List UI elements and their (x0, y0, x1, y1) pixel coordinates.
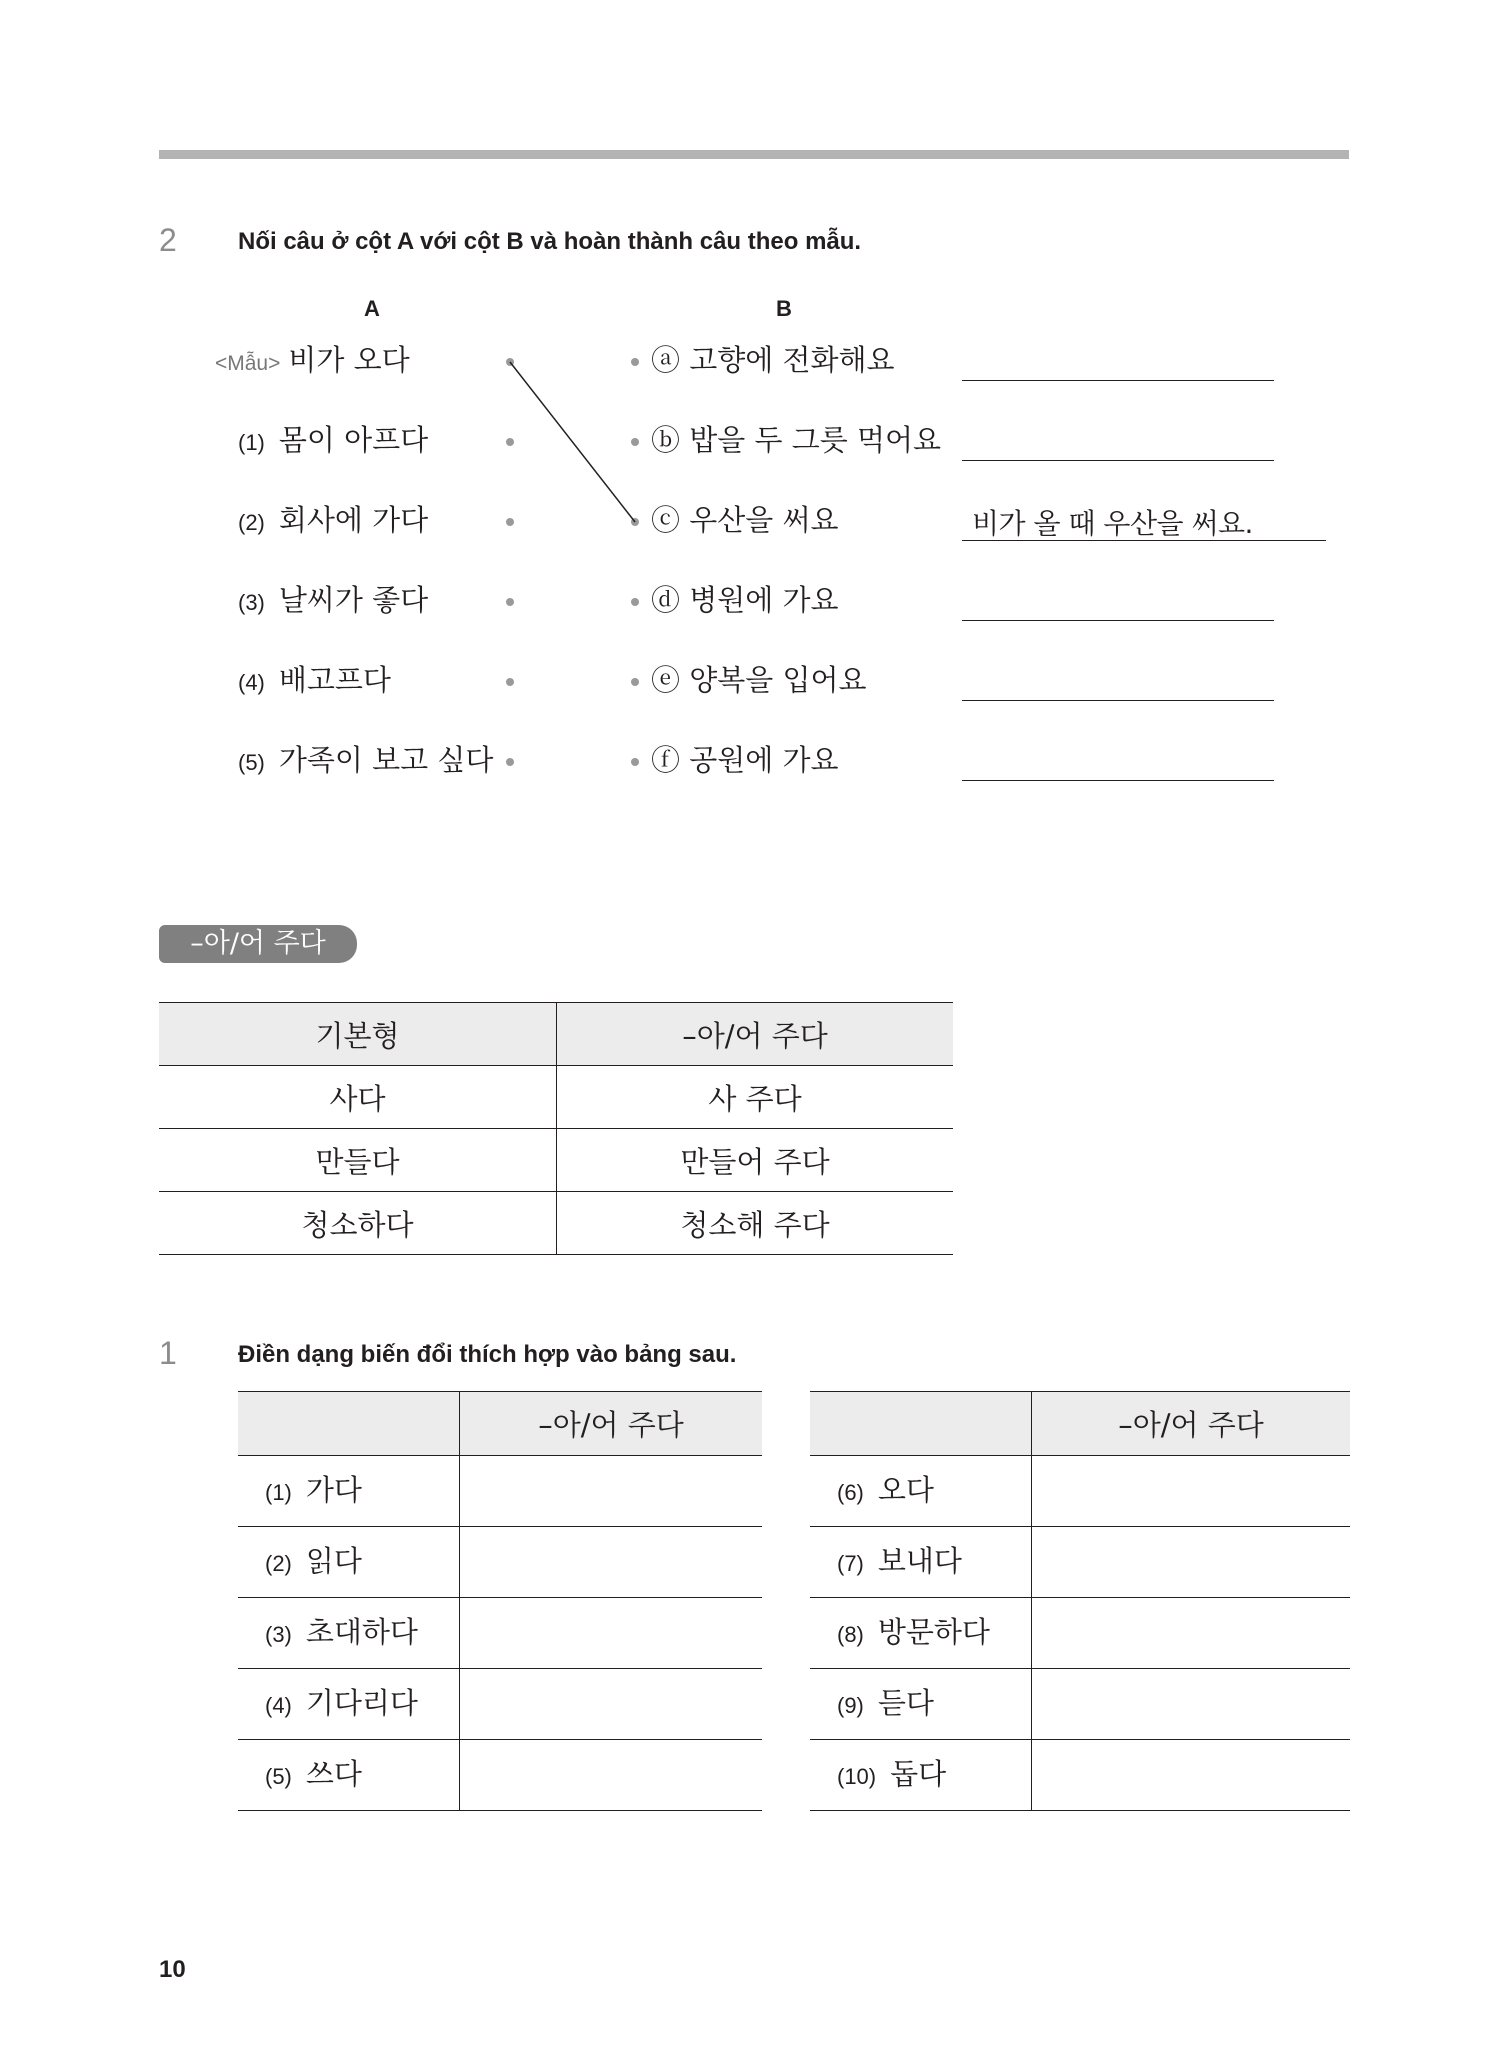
table-header-row (159, 1003, 953, 1066)
exercise-number: 2 (159, 222, 177, 258)
column-a-text: 날씨가 좋다 (278, 583, 429, 617)
column-b-item: ⓑ 밥을 두 그릇 먹어요 (651, 423, 941, 457)
exercise-instruction: Điền dạng biến đổi thích hợp vào bảng sau. (238, 1341, 737, 1368)
word-cell (238, 1456, 460, 1527)
answer-cell[interactable] (1032, 1669, 1351, 1740)
exercise-number: 1 (159, 1335, 177, 1371)
table-row (810, 1456, 1350, 1527)
column-a-text: 배고프다 (278, 663, 391, 697)
sample-tag: <Mẫu> (215, 352, 281, 375)
table-header-cell: –아/어 주다 (557, 1003, 954, 1066)
table-row (238, 1740, 762, 1811)
answer-line[interactable] (962, 700, 1274, 701)
word: 읽다 (305, 1543, 362, 1578)
page-number: 10 (159, 1956, 186, 1983)
word: 초대하다 (305, 1614, 418, 1649)
table-cell: 만들어 주다 (557, 1129, 954, 1192)
table-header-cell-empty (810, 1392, 1032, 1456)
column-a-text: 몸이 아프다 (278, 423, 429, 457)
column-a-label: A (364, 296, 380, 321)
answer-cell[interactable] (460, 1669, 763, 1740)
column-a-text: 회사에 가다 (278, 503, 429, 537)
table-header-cell: –아/어 주다 (460, 1392, 763, 1456)
table-header-cell-empty (238, 1392, 460, 1456)
answer-cell[interactable] (1032, 1598, 1351, 1669)
table-row (159, 1192, 953, 1255)
fill-table-right (810, 1391, 1350, 1811)
word: 오다 (877, 1472, 934, 1507)
column-a-text: 가족이 보고 싶다 (278, 743, 494, 777)
item-number: (5) (265, 1763, 292, 1789)
answer-line[interactable] (962, 380, 1274, 381)
word: 기다리다 (305, 1685, 418, 1720)
table-row (238, 1456, 762, 1527)
item-number: (9) (837, 1692, 864, 1718)
answer-line[interactable] (962, 780, 1274, 781)
exercise-instruction: Nối câu ở cột A với cột B và hoàn thành câu theo mẫu. (238, 228, 862, 255)
table-row (810, 1527, 1350, 1598)
answer-cell[interactable] (1032, 1456, 1351, 1527)
item-number: (1) (238, 430, 265, 455)
answer-cell[interactable] (1032, 1527, 1351, 1598)
item-number: (1) (265, 1479, 292, 1505)
word-cell (238, 1598, 460, 1669)
column-b-item: ⓕ 공원에 가요 (651, 743, 839, 777)
table-row (810, 1598, 1350, 1669)
item-number: (7) (837, 1550, 864, 1576)
item-number: (2) (265, 1550, 292, 1576)
table-cell: 사 주다 (557, 1066, 954, 1129)
column-b-item: ⓓ 병원에 가요 (651, 583, 839, 617)
table-row (238, 1598, 762, 1669)
table-row (810, 1669, 1350, 1740)
word: 보내다 (877, 1543, 962, 1578)
answer-cell[interactable] (460, 1740, 763, 1811)
table-row (159, 1129, 953, 1192)
item-number: (3) (238, 590, 265, 615)
table-row (159, 1066, 953, 1129)
column-b-item: ⓒ 우산을 써요 (651, 503, 839, 537)
answer-line[interactable] (962, 460, 1274, 461)
item-number: (5) (238, 750, 265, 775)
word-cell (238, 1740, 460, 1811)
item-number: (3) (265, 1621, 292, 1647)
word: 가다 (305, 1472, 362, 1507)
word-cell (810, 1740, 1032, 1811)
column-b-label: B (776, 296, 792, 321)
table-header-cell: 기본형 (159, 1003, 557, 1066)
answer-cell[interactable] (460, 1527, 763, 1598)
fill-table-left (238, 1391, 762, 1811)
table-cell: 청소해 주다 (557, 1192, 954, 1255)
grammar-tag: –아/어 주다 (159, 925, 357, 963)
word: 방문하다 (877, 1614, 990, 1649)
item-number: (8) (837, 1621, 864, 1647)
answer-line (962, 540, 1326, 541)
word-cell (238, 1669, 460, 1740)
word-cell (810, 1456, 1032, 1527)
table-row (810, 1740, 1350, 1811)
item-number: (6) (837, 1479, 864, 1505)
item-number: (10) (837, 1763, 877, 1789)
answer-cell[interactable] (460, 1598, 763, 1669)
table-cell: 만들다 (159, 1129, 557, 1192)
table-header-row (810, 1392, 1350, 1456)
word-cell (238, 1527, 460, 1598)
answer-line[interactable] (962, 620, 1274, 621)
table-header-row (238, 1392, 762, 1456)
column-a-text: 비가 오다 (288, 343, 410, 377)
item-number: (4) (265, 1692, 292, 1718)
item-number: (2) (238, 510, 265, 535)
item-number: (4) (238, 670, 265, 695)
table-row (238, 1669, 762, 1740)
column-b-item: ⓐ 고향에 전화해요 (651, 343, 895, 377)
word: 쓰다 (305, 1756, 362, 1791)
sample-answer: 비가 올 때 우산을 써요. (972, 507, 1253, 540)
word-cell (810, 1527, 1032, 1598)
column-b-item: ⓔ 양복을 입어요 (651, 663, 867, 697)
table-cell: 청소하다 (159, 1192, 557, 1255)
word-cell (810, 1598, 1032, 1669)
grammar-table (159, 1002, 953, 1255)
answer-cell[interactable] (460, 1456, 763, 1527)
table-header-cell: –아/어 주다 (1032, 1392, 1351, 1456)
table-row (238, 1527, 762, 1598)
word: 듣다 (877, 1685, 934, 1720)
table-cell: 사다 (159, 1066, 557, 1129)
word-cell (810, 1669, 1032, 1740)
word: 돕다 (890, 1756, 947, 1791)
answer-cell[interactable] (1032, 1740, 1351, 1811)
